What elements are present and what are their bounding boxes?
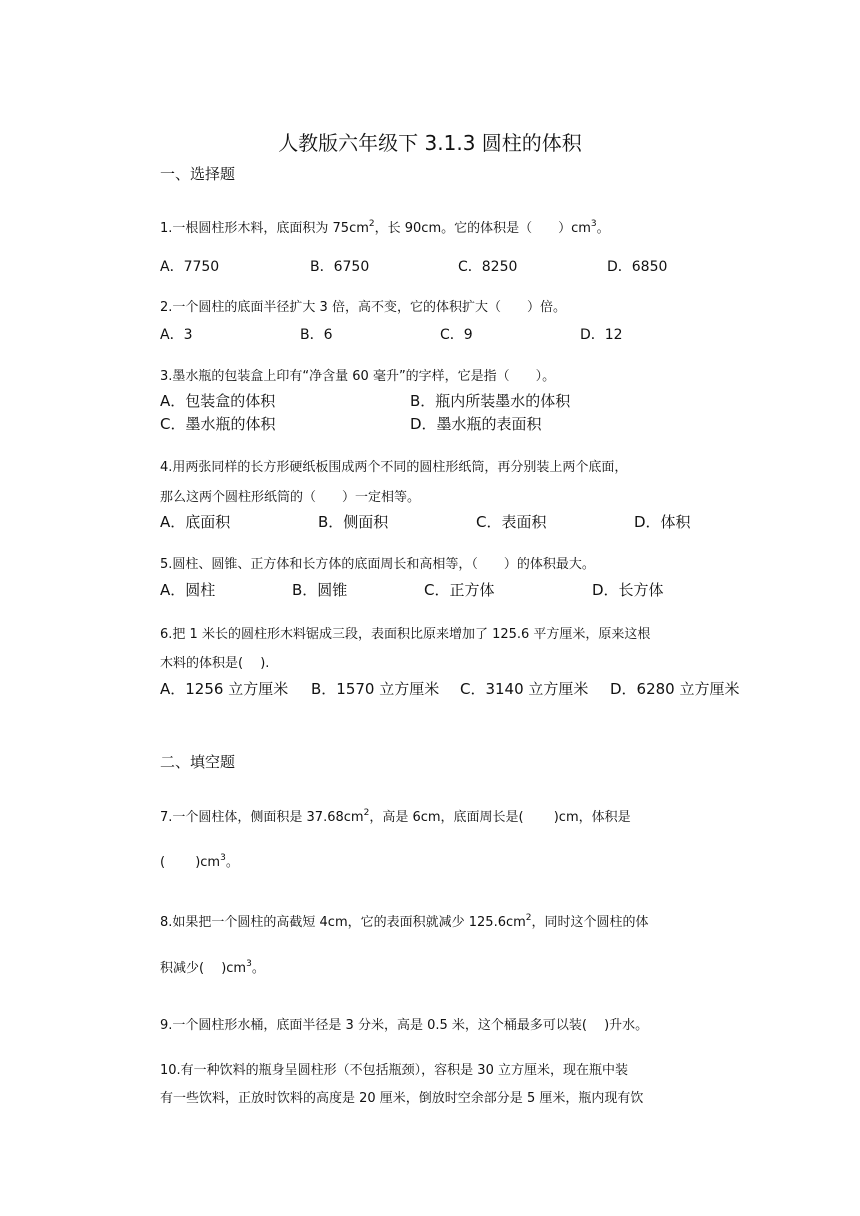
question-4-option-c[interactable]: C．表面积 bbox=[476, 513, 547, 531]
question-8-text-c: 积减少( )cm bbox=[160, 961, 247, 976]
question-7-line-1 bbox=[160, 806, 631, 825]
question-5-option-c[interactable]: C．正方体 bbox=[424, 581, 495, 599]
question-4-line-2: 那么这两个圆柱形纸筒的（ ）一定相等。 bbox=[160, 490, 421, 505]
question-5-option-a[interactable]: A．圆柱 bbox=[160, 581, 216, 599]
question-8-text-b: ，同时这个圆柱的体 bbox=[531, 915, 649, 930]
question-2: 2.一个圆柱的底面半径扩大 3 倍，高不变，它的体积扩大（ ）倍。 bbox=[160, 300, 566, 315]
question-6-line-1: 6.把 1 米长的圆柱形木料锯成三段，表面积比原来增加了 125.6 平方厘米，原来这根 bbox=[160, 627, 651, 642]
question-1-option-a[interactable]: A．7750 bbox=[160, 259, 220, 275]
question-3-option-a[interactable]: A．包装盒的体积 bbox=[160, 392, 276, 410]
section-heading-choice: 一、选择题 bbox=[160, 165, 236, 183]
question-2-option-a[interactable]: A．3 bbox=[160, 327, 193, 343]
question-6-line-2: 木料的体积是( ). bbox=[160, 656, 270, 671]
question-8-line-1 bbox=[160, 911, 649, 930]
question-2-option-b[interactable]: B．6 bbox=[300, 327, 333, 343]
question-3-option-c[interactable]: C．墨水瓶的体积 bbox=[160, 415, 276, 433]
question-8-text-d: 。 bbox=[251, 961, 265, 976]
question-1-option-c[interactable]: C．8250 bbox=[458, 259, 518, 275]
question-8-text-a: 8.如果把一个圆柱的高截短 4cm，它的表面积就减少 125.6cm bbox=[160, 915, 526, 930]
question-10-line-1: 10.有一种饮料的瓶身呈圆柱形（不包括瓶颈），容积是 30 立方厘米，现在瓶中装 bbox=[160, 1063, 628, 1078]
question-9: 9.一个圆柱形水桶，底面半径是 3 分米，高是 0.5 米，这个桶最多可以装( )升水。 bbox=[160, 1018, 649, 1033]
question-6-option-c[interactable]: C．3140 立方厘米 bbox=[460, 680, 589, 698]
question-6-option-a[interactable]: A．1256 立方厘米 bbox=[160, 680, 289, 698]
question-4-option-d[interactable]: D．体积 bbox=[634, 513, 691, 531]
question-7-text-c: ( )cm bbox=[160, 855, 221, 870]
question-8-sup: 2 bbox=[525, 913, 532, 923]
question-7-text-d: 。 bbox=[225, 855, 239, 870]
question-1-option-d[interactable]: D．6850 bbox=[607, 259, 668, 275]
question-8-line-2 bbox=[160, 957, 265, 976]
question-1-sup: 2 bbox=[368, 219, 375, 229]
question-10-line-2: 有一些饮料，正放时饮料的高度是 20 厘米，倒放时空余部分是 5 厘米，瓶内现有饮 bbox=[160, 1091, 644, 1106]
section-heading-fill: 二、填空题 bbox=[160, 753, 236, 771]
question-8-sup2: 3 bbox=[246, 959, 252, 969]
document-title: 人教版六年级下 3.1.3 圆柱的体积 bbox=[278, 131, 582, 155]
question-7-text-a: 7.一个圆柱体，侧面积是 37.68cm bbox=[160, 810, 364, 825]
question-7-text-b: ，高是 6cm，底面周长是( )cm，体积是 bbox=[369, 810, 631, 825]
question-1-option-b[interactable]: B．6750 bbox=[310, 259, 370, 275]
question-1-text-b: ，长 90cm。它的体积是（ ）cm bbox=[374, 221, 591, 236]
question-4-option-a[interactable]: A．底面积 bbox=[160, 513, 231, 531]
question-6-option-b[interactable]: B．1570 立方厘米 bbox=[311, 680, 440, 698]
question-4-option-b[interactable]: B．侧面积 bbox=[318, 513, 389, 531]
question-6-option-d[interactable]: D．6280 立方厘米 bbox=[610, 680, 740, 698]
question-1 bbox=[160, 217, 610, 236]
question-5-option-b[interactable]: B．圆锥 bbox=[292, 581, 348, 599]
question-1-sup2: 3 bbox=[590, 219, 597, 229]
question-2-option-c[interactable]: C．9 bbox=[440, 327, 473, 343]
question-3: 3.墨水瓶的包装盒上印有“净含量 60 毫升”的字样，它是指（ ）。 bbox=[160, 369, 556, 384]
question-5-option-d[interactable]: D．长方体 bbox=[592, 581, 664, 599]
question-1-text-a: 1.一根圆柱形木料，底面积为 75cm bbox=[160, 221, 369, 236]
question-5: 5.圆柱、圆锥、正方体和长方体的底面周长和高相等，（ ）的体积最大。 bbox=[160, 557, 595, 572]
question-7-line-2 bbox=[160, 851, 239, 870]
question-4-line-1: 4.用两张同样的长方形硬纸板围成两个不同的圆柱形纸筒，再分别装上两个底面， bbox=[160, 460, 628, 475]
question-7-sup2: 3 bbox=[220, 853, 226, 863]
question-7-sup: 2 bbox=[363, 808, 370, 818]
question-1-text-c: 。 bbox=[596, 221, 610, 236]
question-2-option-d[interactable]: D．12 bbox=[580, 327, 623, 343]
question-3-option-b[interactable]: B．瓶内所装墨水的体积 bbox=[410, 392, 571, 410]
question-3-option-d[interactable]: D．墨水瓶的表面积 bbox=[410, 415, 542, 433]
